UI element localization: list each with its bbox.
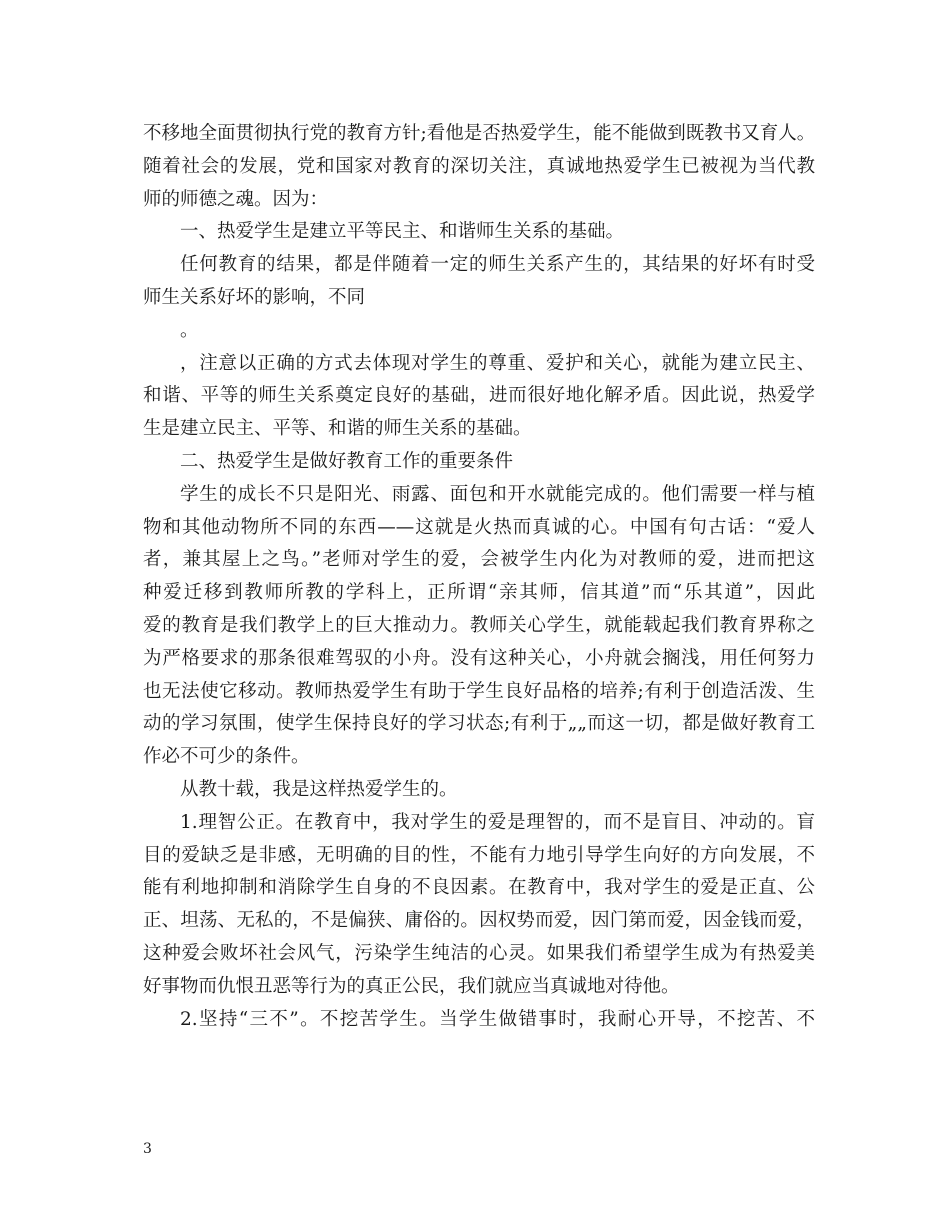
- text-line: 师生关系好坏的影响，不同: [143, 286, 366, 308]
- text-line: 种爱迁移到教师所教的学科上，正所谓“亲其师，信其道”而“乐其道”，因此: [143, 582, 815, 604]
- text-line: 和谐、平等的师生关系奠定良好的基础，进而很好地化解矛盾。因此说，热爱学: [143, 385, 815, 407]
- text-line: 者，兼其屋上之鸟。”老师对学生的爱，会被学生内化为对教师的爱，进而把这: [143, 549, 815, 571]
- text-line: 师的师德之魂。因为：: [143, 188, 329, 210]
- text-line: 为严格要求的那条很难驾驭的小舟。没有这种关心，小舟就会搁浅，用任何努力: [143, 647, 815, 669]
- text-line: 学生的成长不只是阳光、雨露、面包和开水就能完成的。他们需要一样与植: [180, 483, 815, 505]
- body-text: [143, 118, 815, 1036]
- text-line: 生是建立民主、平等、和谐的师生关系的基础。: [143, 418, 532, 440]
- text-line: 。: [180, 319, 199, 341]
- text-line: 从教十载，我是这样热爱学生的。: [180, 778, 458, 800]
- text-line: 动的学习氛围，使学生保持良好的学习状态;有利于„„而这一切，都是做好教育工: [143, 713, 815, 735]
- text-line: 爱的教育是我们教学上的巨大推动力。教师关心学生，就能载起我们教育界称之: [143, 614, 815, 636]
- text-line: 能有利地抑制和消除学生自身的不良因素。在教育中，我对学生的爱是正直、公: [143, 877, 815, 899]
- text-line: 目的爱缺乏是非感，无明确的目的性，不能有力地引导学生向好的方向发展，不: [143, 844, 815, 866]
- text-line: 正、坦荡、无私的，不是偏狭、庸俗的。因权势而爱，因门第而爱，因金钱而爱，: [143, 910, 815, 932]
- text-line: 作必不可少的条件。: [143, 746, 310, 768]
- text-line: 这种爱会败坏社会风气，污染学生纯洁的心灵。如果我们希望学生成为有热爱美: [143, 942, 815, 964]
- text-line: 好事物而仇恨丑恶等行为的真正公民，我们就应当真诚地对待他。: [143, 975, 680, 997]
- text-line: 任何教育的结果，都是伴随着一定的师生关系产生的，其结果的好坏有时受: [180, 254, 815, 276]
- text-line: 也无法使它移动。教师热爱学生有助于学生良好品格的培养;有利于创造活泼、生: [143, 680, 815, 702]
- text-line: 物和其他动物所不同的东西——这就是火热而真诚的心。中国有句古话：“爱人: [143, 516, 815, 538]
- text-line: 随着社会的发展，党和国家对教育的深切关注，真诚地热爱学生已被视为当代教: [143, 155, 815, 177]
- text-line: 1.理智公正。在教育中，我对学生的爱是理智的，而不是盲目、冲动的。盲: [180, 811, 815, 833]
- page-number: 3: [143, 1141, 152, 1157]
- text-line: 不移地全面贯彻执行党的教育方针;看他是否热爱学生，能不能做到既教书又育人。: [143, 123, 816, 144]
- text-line: ，注意以正确的方式去体现对学生的尊重、爱护和关心，就能为建立民主、: [180, 352, 815, 374]
- text-line: 一、热爱学生是建立平等民主、和谐师生关系的基础。: [180, 221, 625, 243]
- text-line: 二、热爱学生是做好教育工作的重要条件: [180, 450, 514, 472]
- text-line: 2.坚持“三不”。不挖苦学生。当学生做错事时，我耐心开导，不挖苦、不: [180, 1008, 815, 1030]
